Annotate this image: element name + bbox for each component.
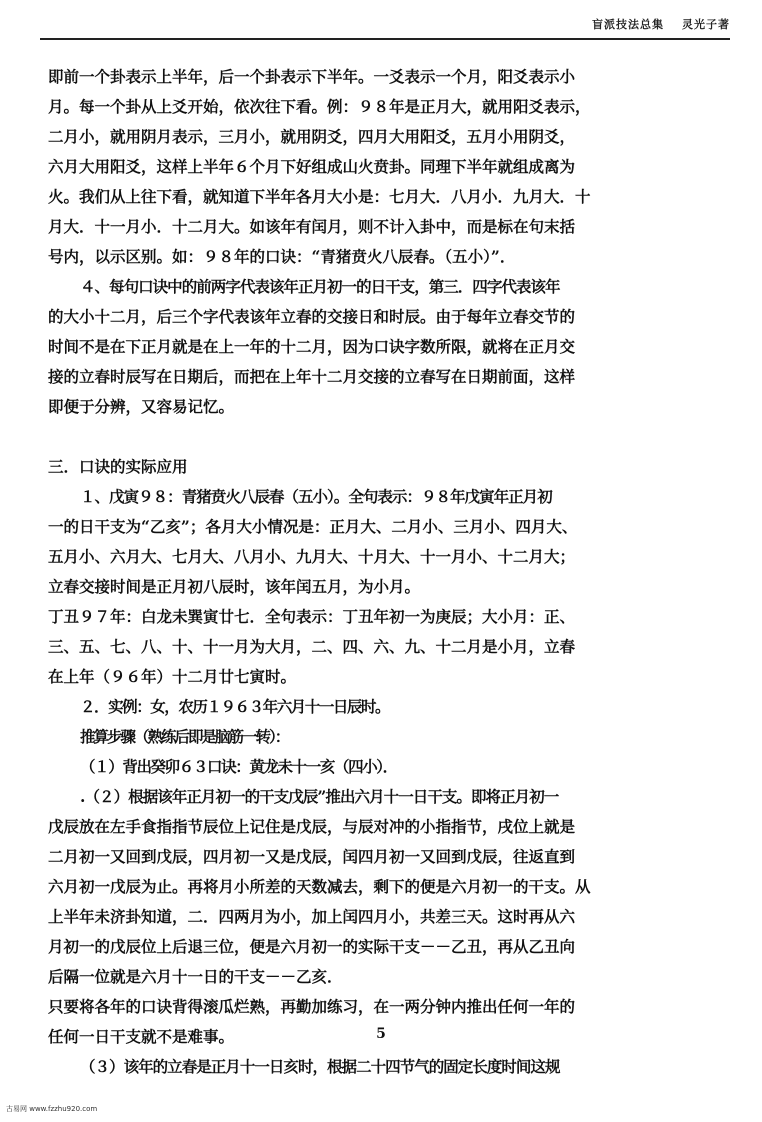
- text-line: 上半年未济卦知道，二．四两月为小，加上闰四月小，共差三天。这时再从六: [48, 907, 576, 926]
- blank-line: [48, 422, 624, 452]
- footer-watermark: 古易网 www.fzzhu920.com: [6, 1105, 98, 1113]
- text-line: 二月小，就用阴月表示，三月小，就用阴爻，四月大用阳爻，五月小用阴爻，: [48, 127, 576, 146]
- text-line: （１）背出癸卯６３口诀：黄龙未十一亥（四小）．: [80, 757, 397, 776]
- book-title: 盲派技法总集: [592, 18, 664, 31]
- text-line: 的大小十二月，后三个字代表该年立春的交接日和时辰。由于每年立春交节的: [48, 307, 576, 326]
- text-line: 二月初一又回到戊辰，四月初一又是戊辰，闰四月初一又回到戊辰，往返直到: [48, 847, 576, 866]
- text-line: 在上年（９６年）十二月廿七寅时。: [48, 667, 297, 686]
- text-line: 一的日干支为“乙亥”；各月大小情况是：正月大、二月小、三月小、四月大、: [48, 517, 578, 536]
- text-line: 推算步骤（熟练后即是脑筋一转）：: [80, 727, 289, 746]
- header-title: [592, 16, 730, 32]
- text-line: 火。我们从上往下看，就知道下半年各月大小是：七月大．八月小．九月大．十: [48, 187, 591, 206]
- text-line: 后隔一位就是六月十一日的干支－－乙亥．: [48, 967, 343, 986]
- text-line: 三、五、七、八、十、十一月为大月，二、四、六、九、十二月是小月，立春: [48, 637, 576, 656]
- text-line: 戊辰放在左手食指指节辰位上记住是戊辰，与辰对冲的小指指节，戌位上就是: [48, 817, 576, 836]
- text-line: 接的立春时辰写在日期后，而把在上年十二月交接的立春写在日期前面，这样: [48, 367, 576, 386]
- author-name: 灵光子著: [682, 18, 730, 31]
- text-line: .（２）根据该年正月初一的干支戊辰”推出六月十一日干支。即将正月初一: [80, 787, 559, 806]
- text-line: １、戊寅９８：青猪贲火八辰春（五小）。全句表示：９８年戊寅年正月初: [80, 487, 552, 506]
- page-number: 5: [376, 1026, 386, 1042]
- running-header: [40, 14, 730, 40]
- text-line: （３）该年的立春是正月十一日亥时，根据二十四节气的固定长度时间这规: [80, 1057, 560, 1076]
- text-line: 即便于分辨，又容易记忆。: [48, 397, 235, 416]
- text-line: ２．实例：女，农历１９６３年六月十一日辰时。: [80, 697, 390, 716]
- text-line: 六月初一戊辰为止。再将月小所差的天数减去，剩下的便是六月初一的干支。从: [48, 877, 591, 896]
- text-line: 三．口诀的实际应用: [48, 457, 188, 476]
- text-line: 六月大用阳爻，这样上半年６个月下好组成山火贲卦。同理下半年就组成离为: [48, 157, 576, 176]
- text-line: 丁丑９７年：白龙未巽寅廿七．全句表示：丁丑年初一为庚辰；大小月：正、: [48, 607, 576, 626]
- text-line: 即前一个卦表示上半年，后一个卦表示下半年。一爻表示一个月，阳爻表示小: [48, 67, 576, 86]
- text-line: 月初一的戊辰位上后退三位，便是六月初一的实际干支－－乙丑，再从乙丑向: [48, 937, 576, 956]
- text-line: 号内，以示区别。如：９８年的口诀：“青猪贲火八辰春。（五小）”．: [48, 247, 516, 266]
- text-line: 任何一日干支就不是难事。: [48, 1027, 235, 1046]
- text-line: ４、每句口诀中的前两字代表该年正月初一的日干支，第三．四字代表该年: [80, 277, 560, 296]
- text-line: 月大．十一月小．十二月大。如该年有闰月，则不计入卦中，而是标在句末括: [48, 217, 576, 236]
- text-line: 只要将各年的口诀背得滚瓜烂熟，再勤加练习，在一两分钟内推出任何一年的: [48, 997, 576, 1016]
- text-line: 时间不是在下正月就是在上一年的十二月，因为口诀字数所限，就将在正月交: [48, 337, 576, 356]
- page-body-text: [48, 62, 624, 1082]
- text-line: 立春交接时间是正月初八辰时，该年闰五月，为小月。: [48, 577, 421, 596]
- text-line: 五月小、六月大、七月大、八月小、九月大、十月大、十一月小、十二月大；: [48, 547, 576, 566]
- text-line: 月。每一个卦从上爻开始，依次往下看。例：９８年是正月大，就用阳爻表示，: [48, 97, 591, 116]
